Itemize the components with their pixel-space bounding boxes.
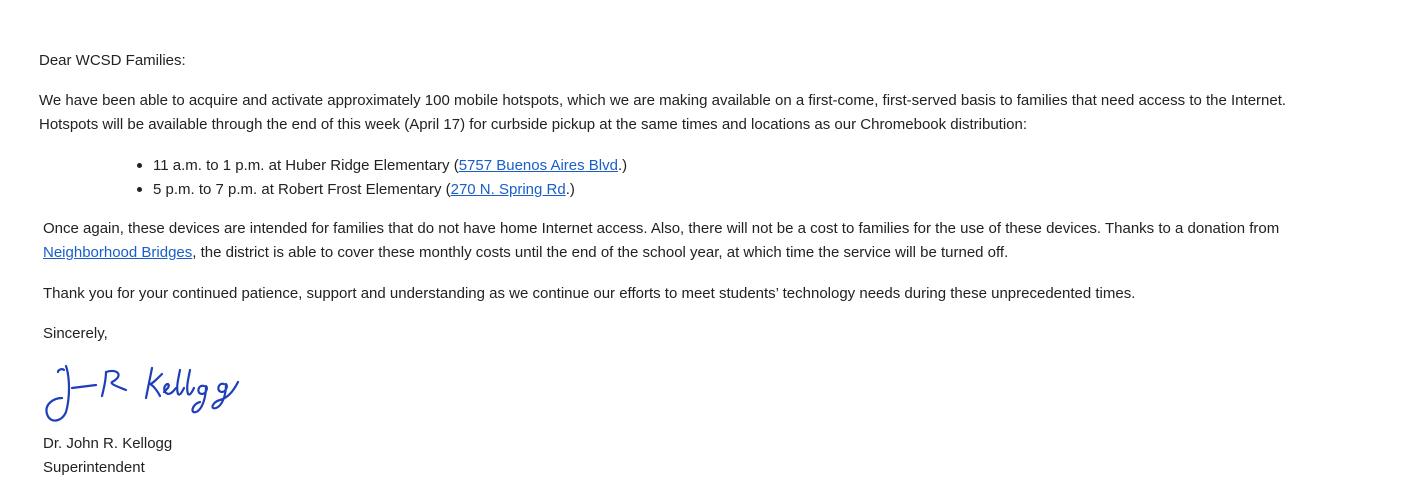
pickup-locations-list	[135, 154, 627, 202]
bullet-text-end: .)	[617, 157, 628, 174]
list-item	[135, 154, 627, 178]
bullet-icon	[137, 163, 142, 168]
salutation: Dear WCSD Families:	[39, 52, 186, 69]
signer-title: Superintendent	[43, 459, 145, 476]
paragraph-1-line-2: Hotspots will be available through the end of this week (April 17) for curbside pickup at the same times and locations as our Chromebook distribution:	[39, 116, 1028, 133]
signature-image	[40, 358, 250, 428]
bullet-icon	[137, 187, 142, 192]
paragraph-2-line-1: Once again, these devices are intended for families that do not have home Internet access. Also, there will not be a cost to families for the use of these devices. Thanks to a donation from	[43, 220, 1280, 237]
paragraph-2-line-2	[43, 243, 1008, 263]
bullet-text: 5 p.m. to 7 p.m. at Robert Frost Elementary (	[153, 181, 451, 198]
closing: Sincerely,	[43, 325, 108, 342]
signer-name: Dr. John R. Kellogg	[43, 435, 173, 452]
paragraph-2-text: , the district is able to cover these monthly costs until the end of the school year, at which time the service will be turned off.	[192, 244, 1009, 261]
paragraph-1-line-1: We have been able to acquire and activate approximately 100 mobile hotspots, which we are making available on a first-come, first-served basis to families that need access to the Internet.	[39, 92, 1287, 109]
address-link-huber-ridge[interactable]: 5757 Buenos Aires Blvd	[458, 157, 618, 174]
list-item	[135, 178, 627, 202]
bullet-text-end: .)	[565, 181, 575, 198]
neighborhood-bridges-link[interactable]: Neighborhood Bridges	[43, 244, 193, 261]
paragraph-3: Thank you for your continued patience, support and understanding as we continue our efforts to meet students’ technology needs during these unprecedented times.	[43, 285, 1136, 302]
bullet-text: 11 a.m. to 1 p.m. at Huber Ridge Elementary (	[153, 157, 459, 174]
address-link-robert-frost[interactable]: 270 N. Spring Rd	[450, 181, 566, 198]
